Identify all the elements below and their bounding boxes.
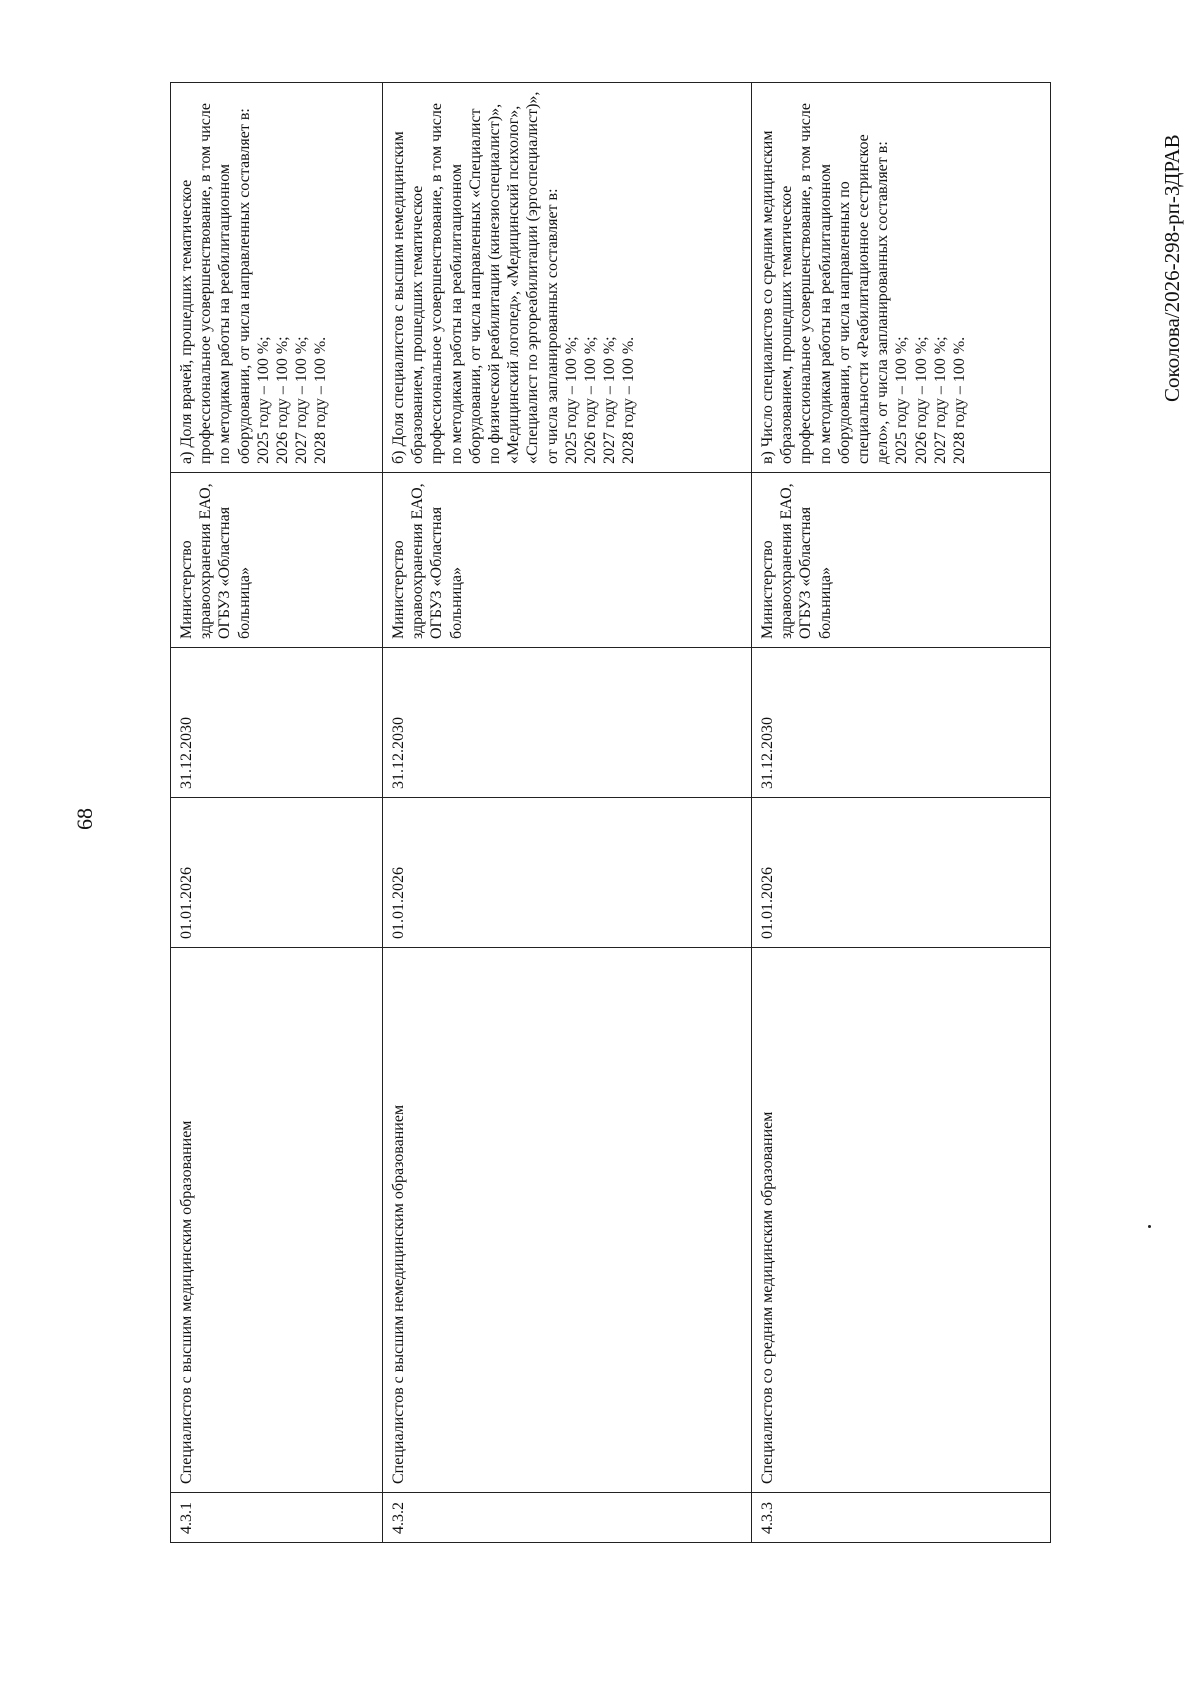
indicator-year: 2026 году – 100 %; — [273, 336, 291, 464]
indicator-text: а) Доля врачей, прошедших тематическое профессиональное усовершенствование, в том числе по методикам работы на реабилитационном оборудовании, от числа направленных составляет в: — [178, 103, 253, 464]
row-start-date: 01.01.2026 — [383, 798, 752, 948]
plan-table — [170, 82, 1051, 1543]
row-start-date: 01.01.2026 — [171, 798, 383, 948]
indicator-text: б) Доля специалистов с высшим немедицинским образованием, прошедших тематическое профессиональное усовершенствование, в том числе по методикам работы на реабилитационном оборудовании, от числа направленных «Специалист по физической реабилитации (кинезиоспециалист)», «Медицинский логопед», «Медицинский психолог», «Специалист по эргореабилитации (эргоспециалист)», от числа запланированных составляет в: — [390, 91, 561, 464]
indicator-year: 2026 году – 100 %; — [912, 336, 930, 464]
row-name: Специалистов с высшим немедицинским образованием — [383, 948, 752, 1493]
indicator-year: 2027 году – 100 %; — [931, 336, 949, 464]
indicator-year: 2028 году – 100 %. — [620, 336, 638, 464]
row-indicator — [171, 83, 383, 473]
row-end-date: 31.12.2030 — [171, 648, 383, 798]
indicator-text: в) Число специалистов со средним медицинским образованием, прошедших тематическое профессиональное усовершенствование, в том числе по методикам работы на реабилитационном оборудовании, от числа направленных по специальности «Реабилитационное сестринское дело», от числа запланированных составляет в: — [759, 103, 892, 464]
row-name: Специалистов со средним медицинским образованием — [752, 948, 1051, 1493]
row-executor: Министерство здравоохранения ЕАО, ОГБУЗ «Областная больница» — [171, 473, 383, 648]
row-executor: Министерство здравоохранения ЕАО, ОГБУЗ «Областная больница» — [383, 473, 752, 648]
row-executor: Министерство здравоохранения ЕАО, ОГБУЗ «Областная больница» — [752, 473, 1051, 648]
row-indicator — [752, 83, 1051, 473]
row-number: 4.3.2 — [383, 1493, 752, 1543]
row-indicator — [383, 83, 752, 473]
indicator-year: 2028 году – 100 %. — [312, 336, 330, 464]
indicator-year: 2026 году – 100 %; — [581, 336, 599, 464]
row-end-date: 31.12.2030 — [383, 648, 752, 798]
indicator-year: 2025 году – 100 %; — [562, 336, 580, 464]
plan-table-rotated — [170, 83, 1050, 1543]
row-name: Специалистов с высшим медицинским образованием — [171, 948, 383, 1493]
row-end-date: 31.12.2030 — [752, 648, 1051, 798]
table-row — [383, 83, 752, 1543]
indicator-year: 2028 году – 100 %. — [950, 336, 968, 464]
document-reference: Соколова/2026-298-рп-ЗДРАВ — [1160, 134, 1184, 402]
row-start-date: 01.01.2026 — [752, 798, 1051, 948]
table-row — [171, 83, 383, 1543]
indicator-year: 2027 году – 100 %; — [601, 336, 619, 464]
indicator-year: 2025 году – 100 %; — [893, 336, 911, 464]
page-number: 68 — [72, 808, 97, 830]
table-row — [752, 83, 1051, 1543]
indicator-year: 2025 году – 100 %; — [254, 336, 272, 464]
indicator-year: 2027 году – 100 %; — [293, 336, 311, 464]
scan-speck — [1148, 1225, 1151, 1228]
row-number: 4.3.3 — [752, 1493, 1051, 1543]
row-number: 4.3.1 — [171, 1493, 383, 1543]
